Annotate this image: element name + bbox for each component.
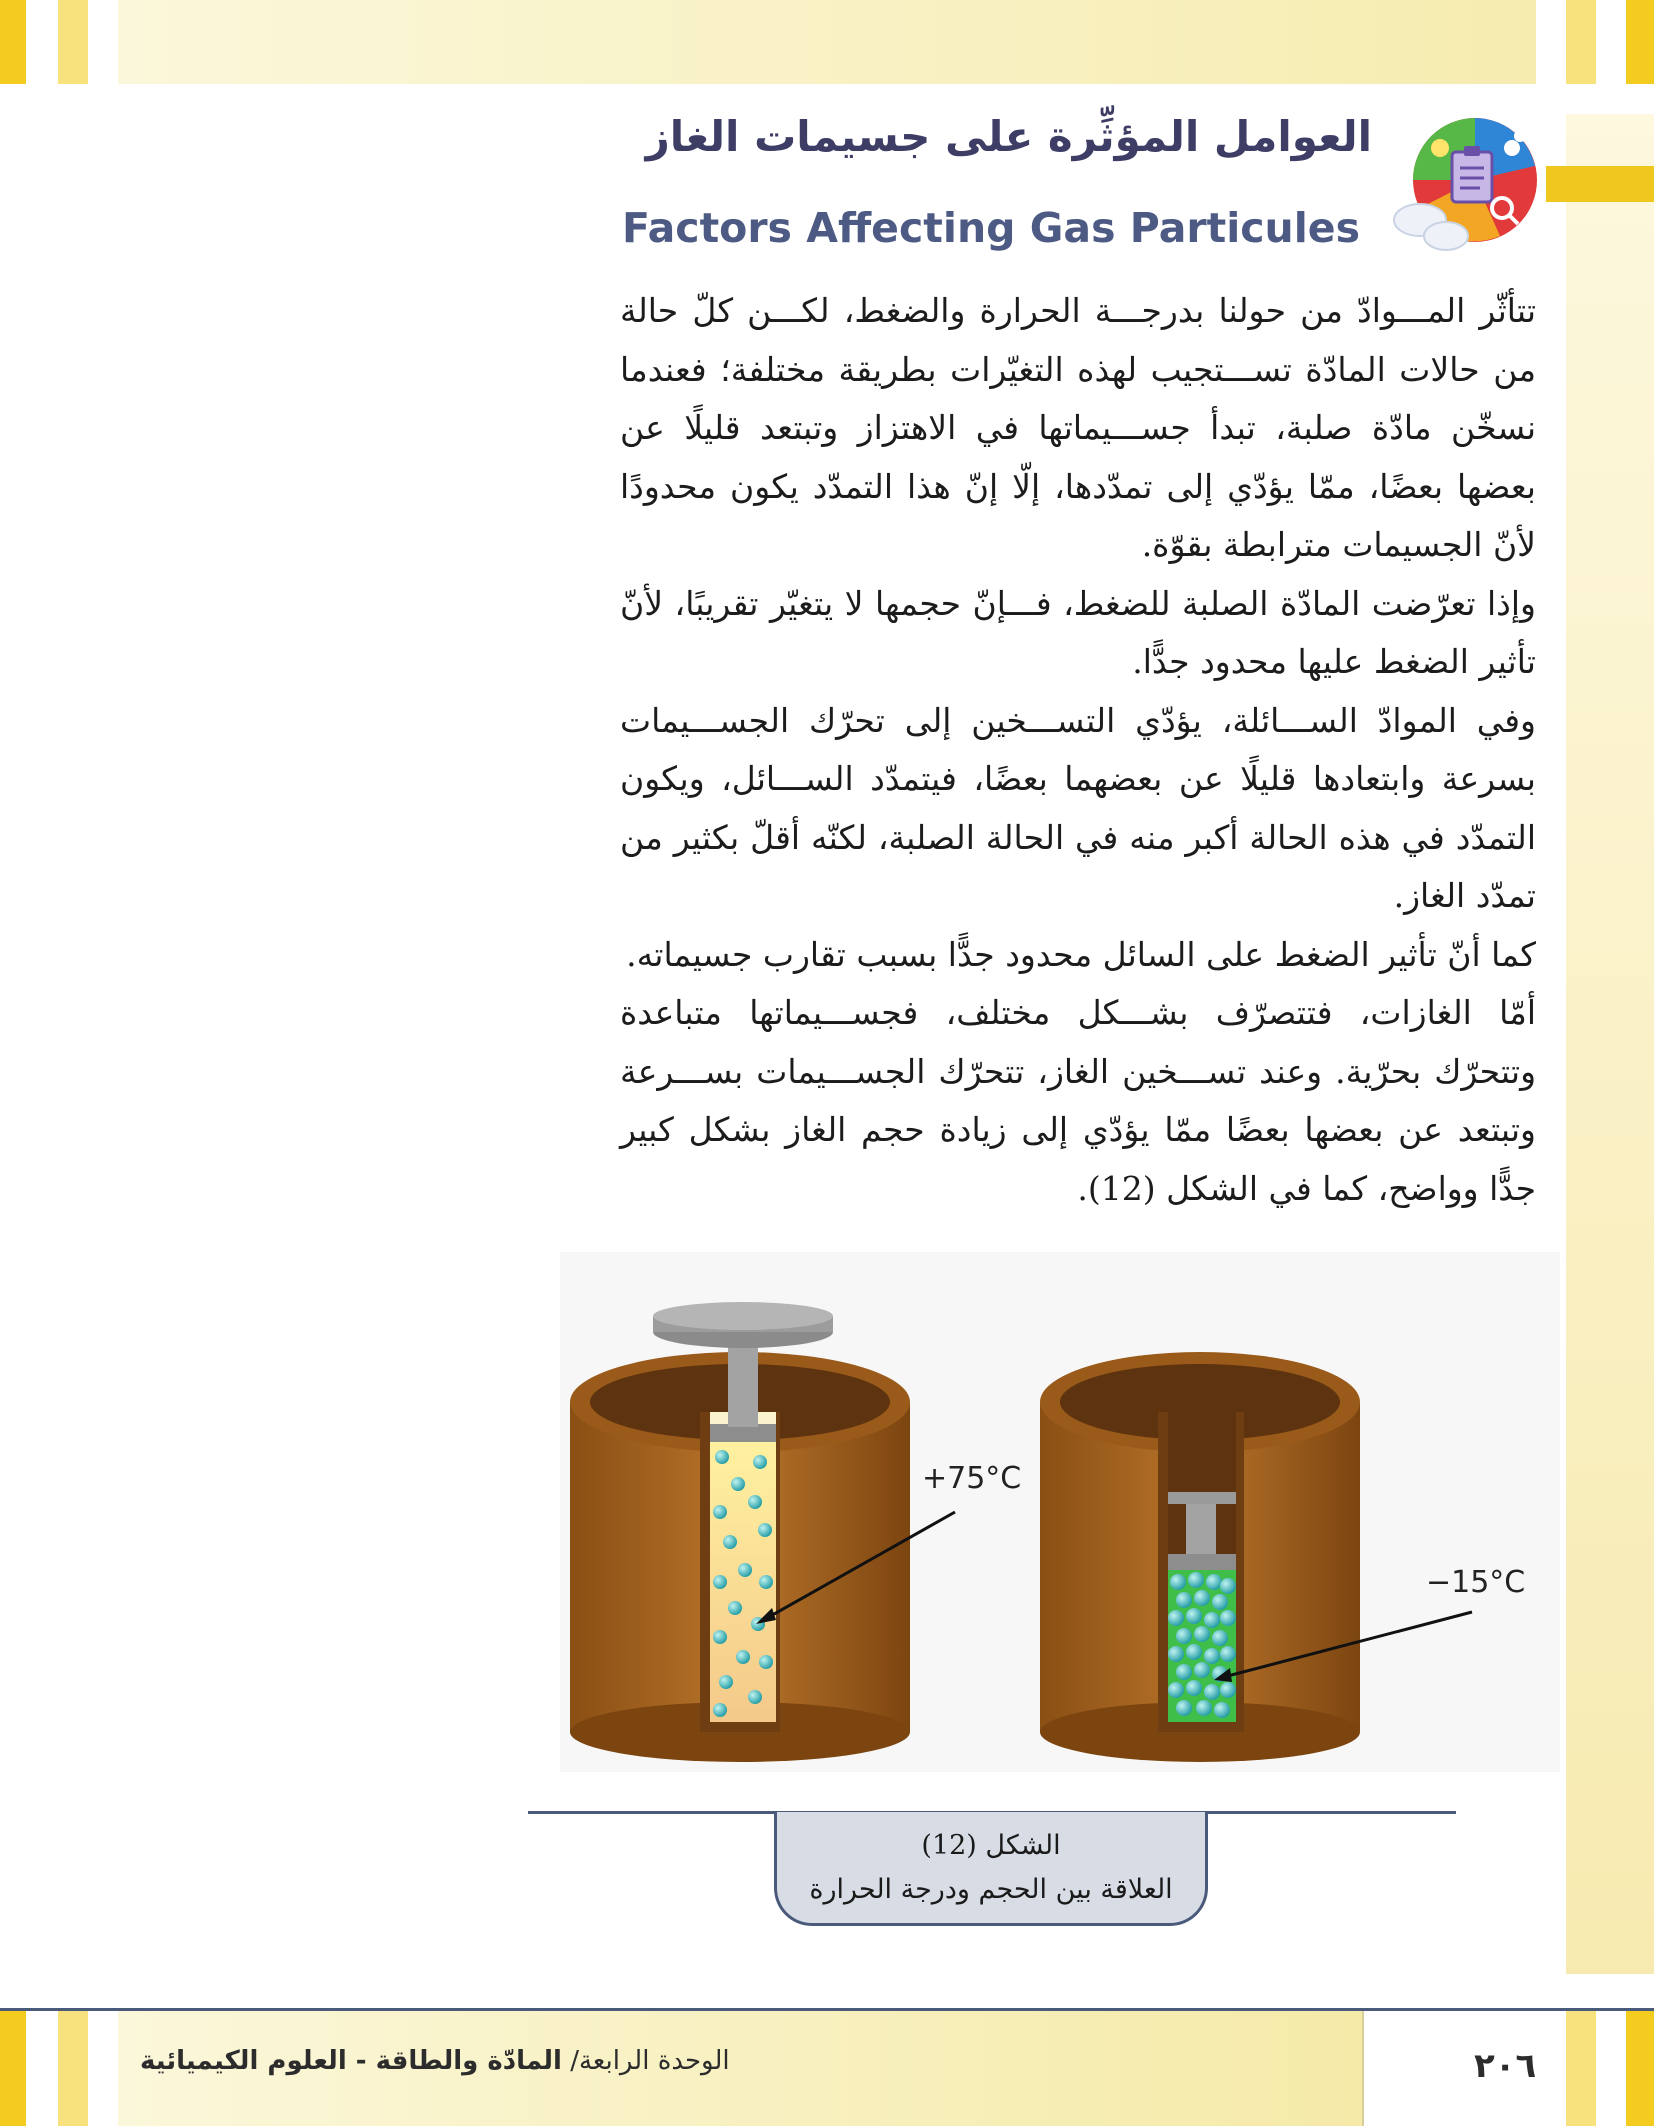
cold-cylinder	[1040, 1352, 1360, 1762]
side-column	[1566, 114, 1654, 1974]
body-text	[620, 282, 1536, 1218]
footer-unit-label	[140, 2046, 730, 2076]
page-number: ٢٠٦	[1474, 2046, 1537, 2086]
paragraph: وفي الموادّ الســـائلة، يؤدّي التســـخين إلى تحرّك الجســـيمات بسرعة وابتعادها قليلًا عن بعضهما بعضًا، فيتمدّد الســـائل، ويكون التمدّد في هذه الحالة أكبر منه في الحالة الصلبة، لكنّه أقلّ بكثير من تمدّد الغاز.	[620, 700, 1536, 915]
bottom-stripe	[58, 2011, 88, 2126]
bottom-stripe	[1566, 2011, 1596, 2126]
top-stripe	[0, 0, 26, 84]
footer-unit: الوحدة الرابعة/	[570, 2046, 730, 2076]
top-stripe	[1626, 0, 1654, 84]
paragraph: وإذا تعرّضت المادّة الصلبة للضغط، فـــإنّ حجمها لا يتغيّر تقريبًا، لأنّ تأثير الضغط عليها محدود جدًّا.	[620, 583, 1536, 681]
caption-text: العلاقة بين الحجم ودرجة الحرارة	[809, 1874, 1173, 1905]
hot-cylinder	[570, 1302, 910, 1762]
lesson-icon	[1380, 108, 1550, 268]
paragraph: تتأثّر المـــوادّ من حولنا بدرجـــة الحرارة والضغط، لكـــن كلّ حالة من حالات المادّة تســـتجيب لهذه التغيّرات بطريقة مختلفة؛ فعندما نسخّن مادّة صلبة، تبدأ جســـيماتها في الاهتزاز وتبتعد قليلًا عن بعضها بعضًا، ممّا يؤدّي إلى تمدّدها، إلّا إنّ هذا التمدّد يكون محدودًا لأنّ الجسيمات مترابطة بقوّة.	[620, 291, 1536, 564]
cold-temperature-label: −15°C	[1426, 1565, 1526, 1600]
top-stripe	[1566, 0, 1596, 84]
footer-topic: المادّة والطاقة - العلوم الكيميائية	[140, 2046, 562, 2076]
bottom-stripe	[0, 2011, 26, 2126]
page-title-english: Factors Affecting Gas Particules	[622, 204, 1360, 252]
figure-12-illustration	[560, 1252, 1560, 1772]
hot-temperature-label: +75°C	[922, 1461, 1022, 1496]
paragraph: كما أنّ تأثير الضغط على السائل محدود جدًّا بسبب تقارب جسيماته.	[626, 934, 1536, 974]
side-tab	[1546, 166, 1654, 202]
figure-caption	[774, 1812, 1208, 1926]
page-title-arabic: العوامل المؤثِّرة على جسيمات الغاز	[645, 112, 1372, 161]
paragraph: أمّا الغازات، فتتصرّف بشـــكل مختلف، فجســـيماتها متباعدة وتتحرّك بحرّية. وعند تســـخين الغاز، تتحرّك الجســـيمات بســـرعة وتبتعد عن بعضها بعضًا ممّا يؤدّي إلى زيادة حجم الغاز بشكل كبير جدًّا وواضح، كما في الشكل (12).	[620, 993, 1536, 1208]
bottom-stripe	[1626, 2011, 1654, 2126]
top-stripe	[58, 0, 88, 84]
caption-title: الشكل (12)	[921, 1830, 1061, 1861]
top-band	[118, 0, 1536, 84]
